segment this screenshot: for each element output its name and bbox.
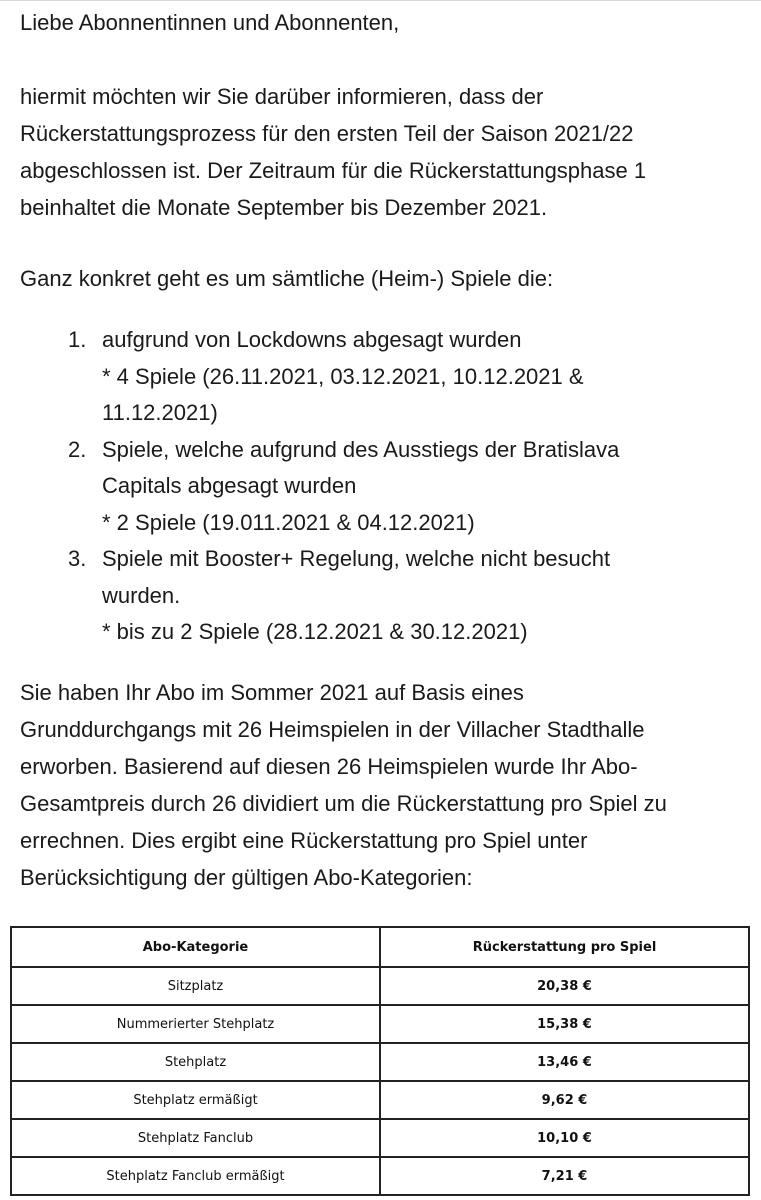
cancelled-games-list (60, 322, 740, 651)
list-item-text: aufgrund von Lockdowns abgesagt wurden (102, 327, 522, 352)
intro-paragraph: hiermit möchten wir Sie darüber informieren, dass der Rückerstattungsprozess für den ersten Teil der Saison 2021/22 abgeschlossen ist. Der Zeitraum für die Rückerstattungsphase 1 beinhaltet die Monate September bis Dezember 2021. (20, 84, 647, 220)
category-cell: Stehplatz Fanclub ermäßigt (11, 1157, 380, 1195)
list-number: 1. (68, 327, 87, 352)
category-cell: Nummerierter Stehplatz (11, 1005, 380, 1043)
top-divider (0, 0, 761, 1)
list-number: 2. (68, 436, 87, 462)
category-cell: Stehplatz Fanclub (11, 1119, 380, 1157)
list-item-text: Spiele mit Booster+ Regelung, welche nicht besucht wurden. (102, 546, 611, 608)
refund-cell: 10,10 € (380, 1119, 749, 1157)
table-row (11, 1043, 749, 1081)
refund-table (10, 926, 750, 1196)
refund-cell: 7,21 € (380, 1157, 749, 1195)
list-number: 3. (68, 546, 87, 571)
refund-cell: 9,62 € (380, 1081, 749, 1119)
greeting: Liebe Abonnentinnen und Abonnenten, (20, 10, 400, 35)
column-header-refund: Rückerstattung pro Spiel (380, 927, 749, 967)
refund-cell: 15,38 € (380, 1005, 749, 1043)
refund-calculation-paragraph: Sie haben Ihr Abo im Sommer 2021 auf Basis eines Grunddurchgangs mit 26 Heimspielen in der Villacher Stadthalle erworben. Basierend auf diesen 26 Heimspielen wurde Ihr Abo- Gesamtpreis durch 26 dividiert um die Rückerstattung pro Spiel zu errechnen. Dies ergibt eine Rückerstattung pro Spiel unter Berücksichtigung der gültigen Abo-Kategorien: (20, 680, 667, 890)
table-row (11, 967, 749, 1005)
list-item-detail: * 2 Spiele (19.011.2021 & 04.12.2021) (102, 509, 475, 535)
table-row (11, 1005, 749, 1043)
category-cell: Stehplatz ermäßigt (11, 1081, 380, 1119)
list-item (60, 541, 740, 651)
table-row (11, 1081, 749, 1119)
list-item-detail: * 4 Spiele (26.11.2021, 03.12.2021, 10.12.2021 & 11.12.2021) (102, 363, 584, 425)
table-header-row (11, 927, 749, 967)
category-cell: Sitzplatz (11, 967, 380, 1005)
games-intro: Ganz konkret geht es um sämtliche (Heim-) Spiele die: (20, 266, 554, 291)
table-row (11, 1119, 749, 1157)
list-item (60, 322, 740, 432)
list-item-text: Spiele, welche aufgrund des Ausstiegs der Bratislava Capitals abgesagt wurden (102, 436, 620, 498)
list-item (60, 432, 740, 542)
refund-cell: 13,46 € (380, 1043, 749, 1081)
table-row (11, 1157, 749, 1195)
refund-cell: 20,38 € (380, 967, 749, 1005)
column-header-category: Abo-Kategorie (11, 927, 380, 967)
category-cell: Stehplatz (11, 1043, 380, 1081)
list-item-detail: * bis zu 2 Spiele (28.12.2021 & 30.12.2021) (102, 619, 528, 644)
